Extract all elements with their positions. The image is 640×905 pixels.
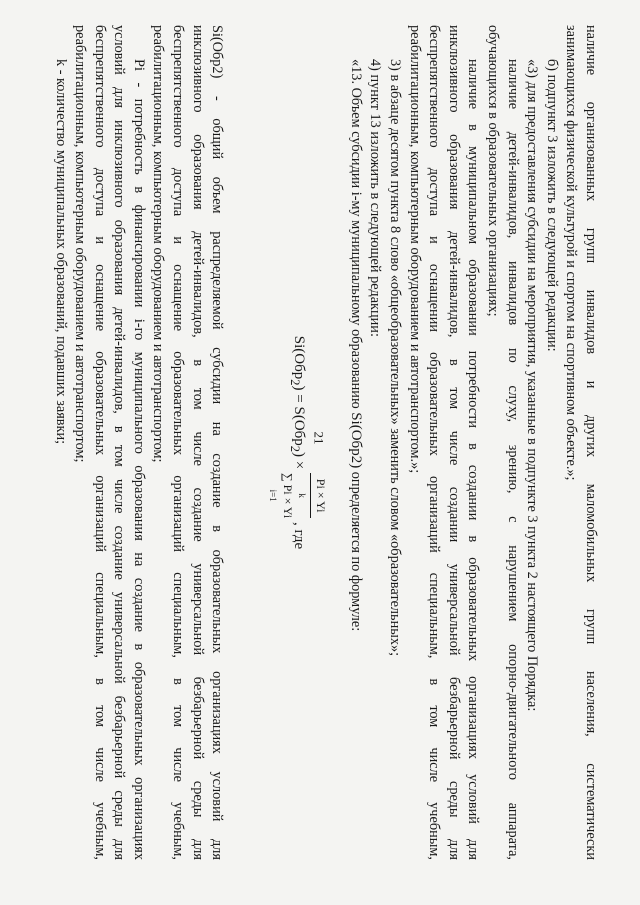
paragraph-line: беспрепятственного доступа и оснащении образовательных организаций специальным, в том числе учебным, <box>426 25 443 860</box>
fraction-denominator <box>266 473 310 518</box>
definition-line: реабилитационным, компьютерным оборудованием и автотранспортом; <box>150 25 167 463</box>
formula-eq: ) = S(Обр <box>291 385 308 446</box>
definition-line: беспрепятственного доступа и оснащение образовательных организаций специальным, в том числе учебным, <box>91 25 108 860</box>
definition-line: Pi - потребность в финансировании i-го муниципального образования на создание в образовательных организациях <box>130 59 147 860</box>
formula-times: ) × <box>291 452 308 470</box>
formula-sub: 2 <box>288 445 303 453</box>
sum-lower: i=1 <box>268 489 279 502</box>
sum-upper: k <box>297 493 308 498</box>
subsidy-symbol: Si(Обр2) <box>347 412 364 469</box>
paragraph-line: «3) для предоставления субсидии на мероприятия, указанные в подпункте 3 пункта 2 настоящего Порядка: <box>524 59 541 712</box>
formula-tail: , где <box>291 522 308 550</box>
definition-line: k - количество муниципальных образований, подавших заявки; <box>52 59 69 445</box>
definition-line: беспрепятственного доступа и оснащение образовательных организаций специальным, в том числе учебным, <box>170 25 187 860</box>
paragraph-line: 4) пункт 13 изложить в следующей редакции: <box>367 59 384 337</box>
definition-line: инклюзивного образования детей-инвалидов, в том числе создание универсальной безбарьерной среды для <box>189 25 206 860</box>
fraction-numerator: Pi × Yi <box>310 473 331 518</box>
paragraph-line: инклюзивного образования детей-инвалидов, в том числе создании универсальной безбарьерной среды для <box>445 25 462 860</box>
subsidy-formula <box>266 25 331 860</box>
sum-sign: ∑ <box>281 473 296 482</box>
sum-expression: Pi × Yi <box>281 484 296 519</box>
definition-line: Si(Обр2) - общий объем распределяемой субсидии на создание в образовательных организациях условий для <box>209 25 226 860</box>
document-body <box>40 25 600 860</box>
formula-sub: 2 <box>288 379 303 386</box>
paragraph-line: обучающихся в образовательных организациях; <box>485 25 502 317</box>
formula-lhs: Si(Обр <box>291 335 308 380</box>
subsidy-intro-end: определяется по формуле: <box>347 471 364 632</box>
page-number: 21 <box>311 431 327 445</box>
subsidy-intro: «13. Объем субсидии i-му муниципальному образованию <box>347 59 364 409</box>
paragraph-line <box>345 25 365 860</box>
definition-line: реабилитационным, компьютерным оборудованием и автотранспортом; <box>72 25 89 463</box>
paragraph-line: наличие в муниципальном образовании потребности в создании в образовательных организациях условий для <box>465 59 482 860</box>
paragraph-line: наличие организованных групп инвалидов и других маломобильных групп населения, систематически <box>583 25 599 860</box>
paragraph-line: 3) в абзаце десятом пункта 8 слово «общеобразовательных» заменить словом «образовательных»; <box>387 59 404 657</box>
paragraph-line: занимающихся физической культурой и спортом на спортивном объекте.»; <box>563 25 580 481</box>
formula-fraction <box>266 473 331 518</box>
paragraph-line: наличие детей-инвалидов, инвалидов по слуху, зрению, с нарушением опорно-двигательного аппарата, <box>504 59 521 860</box>
paragraph-line: реабилитационным, компьютерным оборудованием и автотранспортом.»; <box>406 25 423 474</box>
definition-line: условий для инклюзивного образования детей-инвалидов, в том числе создание универсальной безбарьерной среды для <box>111 25 128 860</box>
paragraph-line: б) подпункт 3 изложить в следующей редакции: <box>543 59 560 352</box>
